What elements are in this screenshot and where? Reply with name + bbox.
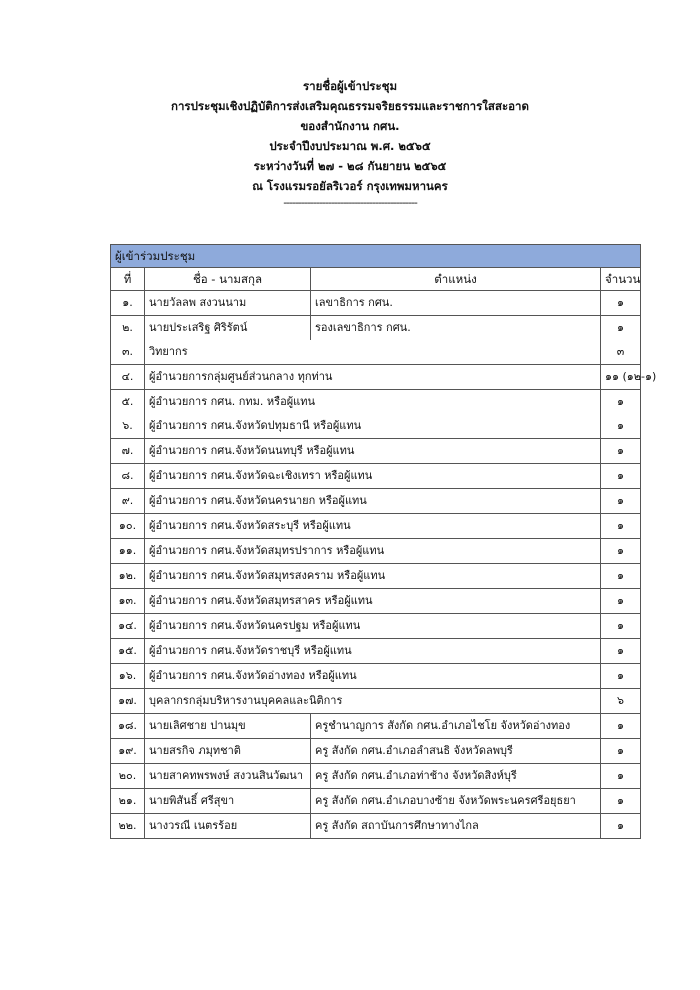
table-row xyxy=(111,291,641,316)
row-count: ๑ xyxy=(601,789,641,814)
row-name: นางวรณี เนตรร้อย xyxy=(145,814,311,839)
row-count: ๑ xyxy=(601,639,641,664)
row-count: ๑ xyxy=(601,664,641,689)
table-row xyxy=(111,564,641,589)
table-section-title-row xyxy=(111,245,641,268)
row-name: บุคลากรกลุ่มบริหารงานบุคคลและนิติการ xyxy=(145,689,601,714)
table-row xyxy=(111,340,641,365)
table-row xyxy=(111,739,641,764)
table-row xyxy=(111,714,641,739)
table-row xyxy=(111,514,641,539)
row-count: ๑ xyxy=(601,814,641,839)
table-row xyxy=(111,789,641,814)
row-number: ๒๑. xyxy=(111,789,145,814)
row-count: ๑ xyxy=(601,564,641,589)
row-number: ๔. xyxy=(111,365,145,390)
row-number: ๑๔. xyxy=(111,614,145,639)
row-name: นายสรกิจ ภมุทชาติ xyxy=(145,739,311,764)
row-number: ๒๐. xyxy=(111,764,145,789)
row-count: ๑ xyxy=(601,514,641,539)
row-count: ๑ xyxy=(601,614,641,639)
row-position: ครู สังกัด กศน.อำเภอท่าช้าง จังหวัดสิงห์บุรี xyxy=(311,764,601,789)
row-number: ๑๖. xyxy=(111,664,145,689)
row-position: เลขาธิการ กศน. xyxy=(311,291,601,316)
row-count: ๑๑ (๑๒-๑) xyxy=(601,365,641,390)
document-header xyxy=(0,76,700,214)
table-row xyxy=(111,539,641,564)
row-name: ผู้อำนวยการ กศน.จังหวัดนครนายก หรือผู้แทน xyxy=(145,489,601,514)
row-name: ผู้อำนวยการ กศน.จังหวัดฉะเชิงเทรา หรือผู้แทน xyxy=(145,464,601,489)
row-name: นายสาคทพรพงษ์ สงวนสินวัฒนา xyxy=(145,764,311,789)
header-count: จำนวน xyxy=(601,268,641,291)
row-count: ๑ xyxy=(601,464,641,489)
row-number: ๑. xyxy=(111,291,145,316)
section-title: ผู้เข้าร่วมประชุม xyxy=(111,245,641,268)
table-row xyxy=(111,464,641,489)
row-number: ๙. xyxy=(111,489,145,514)
title-line-2: การประชุมเชิงปฏิบัติการส่งเสริมคุณธรรมจริยธรรมและราชการใสสะอาด xyxy=(171,99,529,113)
table-row xyxy=(111,390,641,415)
row-name: ผู้อำนวยการ กศน.จังหวัดสระบุรี หรือผู้แทน xyxy=(145,514,601,539)
table-row xyxy=(111,414,641,439)
table-row xyxy=(111,639,641,664)
table-row xyxy=(111,664,641,689)
row-number: ๑๙. xyxy=(111,739,145,764)
row-number: ๒๒. xyxy=(111,814,145,839)
row-number: ๑๐. xyxy=(111,514,145,539)
row-count: ๑ xyxy=(601,291,641,316)
row-number: ๘. xyxy=(111,464,145,489)
row-name: นายประเสริฐ ศิริรัตน์ xyxy=(145,316,311,341)
title-line-3: ของสำนักงาน กศน. xyxy=(300,119,400,133)
table-row xyxy=(111,365,641,390)
row-name: ผู้อำนวยการ กศน.จังหวัดปทุมธานี หรือผู้แทน xyxy=(145,414,601,439)
row-position: รองเลขาธิการ กศน. xyxy=(311,316,601,341)
table-row xyxy=(111,689,641,714)
header-no: ที่ xyxy=(111,268,145,291)
header-position: ตำแหน่ง xyxy=(311,268,601,291)
table-row xyxy=(111,316,641,341)
row-number: ๑๑. xyxy=(111,539,145,564)
row-number: ๑๒. xyxy=(111,564,145,589)
row-name: ผู้อำนวยการ กศน.จังหวัดนนทบุรี หรือผู้แทน xyxy=(145,439,601,464)
table-header-row xyxy=(111,268,641,291)
row-position: ครู สังกัด กศน.อำเภอบางซ้าย จังหวัดพระนครศรีอยุธยา xyxy=(311,789,601,814)
table-row xyxy=(111,764,641,789)
row-name: วิทยากร xyxy=(145,340,601,365)
row-count: ๑ xyxy=(601,439,641,464)
row-count: ๑ xyxy=(601,390,641,415)
row-number: ๑๓. xyxy=(111,589,145,614)
row-count: ๑ xyxy=(601,316,641,341)
row-position: ครูชำนาญการ สังกัด กศน.อำเภอไชโย จังหวัดอ่างทอง xyxy=(311,714,601,739)
row-number: ๒. xyxy=(111,316,145,341)
row-number: ๓. xyxy=(111,340,145,365)
row-count: ๑ xyxy=(601,539,641,564)
row-count: ๑ xyxy=(601,739,641,764)
row-name: ผู้อำนวยการ กศน.จังหวัดราชบุรี หรือผู้แทน xyxy=(145,639,601,664)
header-separator: --------------------------------------------- xyxy=(283,196,417,209)
row-count: ๓ xyxy=(601,340,641,365)
attendee-table xyxy=(110,244,657,839)
row-name: ผู้อำนวยการ กศน.จังหวัดอ่างทอง หรือผู้แทน xyxy=(145,664,601,689)
title-line-1: รายชื่อผู้เข้าประชุม xyxy=(302,79,398,93)
row-name: นายเลิศชาย ปานมุข xyxy=(145,714,311,739)
table-row xyxy=(111,814,641,839)
table-row xyxy=(111,489,641,514)
row-number: ๖. xyxy=(111,414,145,439)
row-name: ผู้อำนวยการ กศน. กทม. หรือผู้แทน xyxy=(145,390,601,415)
title-line-6: ณ โรงแรมรอยัลริเวอร์ กรุงเทพมหานคร xyxy=(252,179,448,193)
row-name: ผู้อำนวยการ กศน.จังหวัดสมุทรสงคราม หรือผู้แทน xyxy=(145,564,601,589)
row-number: ๕. xyxy=(111,390,145,415)
row-count: ๑ xyxy=(601,764,641,789)
row-position: ครู สังกัด สถาบันการศึกษาทางไกล xyxy=(311,814,601,839)
row-count: ๑ xyxy=(601,714,641,739)
row-count: ๑ xyxy=(601,414,641,439)
row-name: นายวัลลพ สงวนนาม xyxy=(145,291,311,316)
row-number: ๑๕. xyxy=(111,639,145,664)
row-name: ผู้อำนวยการกลุ่มศูนย์ส่วนกลาง ทุกท่าน xyxy=(145,365,601,390)
row-name: นายพิสันธิ์ ศรีสุขา xyxy=(145,789,311,814)
title-line-4: ประจำปีงบประมาณ พ.ศ. ๒๕๖๕ xyxy=(269,139,431,153)
row-position: ครู สังกัด กศน.อำเภอลำสนธิ จังหวัดลพบุรี xyxy=(311,739,601,764)
row-name: ผู้อำนวยการ กศน.จังหวัดสมุทรสาคร หรือผู้แทน xyxy=(145,589,601,614)
row-number: ๗. xyxy=(111,439,145,464)
row-name: ผู้อำนวยการ กศน.จังหวัดนครปฐม หรือผู้แทน xyxy=(145,614,601,639)
table-row xyxy=(111,614,641,639)
row-name: ผู้อำนวยการ กศน.จังหวัดสมุทรปราการ หรือผู้แทน xyxy=(145,539,601,564)
header-name: ชื่อ - นามสกุล xyxy=(145,268,311,291)
row-number: ๑๘. xyxy=(111,714,145,739)
row-count: ๑ xyxy=(601,489,641,514)
row-count: ๖ xyxy=(601,689,641,714)
table-row xyxy=(111,589,641,614)
row-count: ๑ xyxy=(601,589,641,614)
row-number: ๑๗. xyxy=(111,689,145,714)
title-line-5: ระหว่างวันที่ ๒๗ - ๒๘ กันยายน ๒๕๖๕ xyxy=(253,159,447,173)
table-row xyxy=(111,439,641,464)
